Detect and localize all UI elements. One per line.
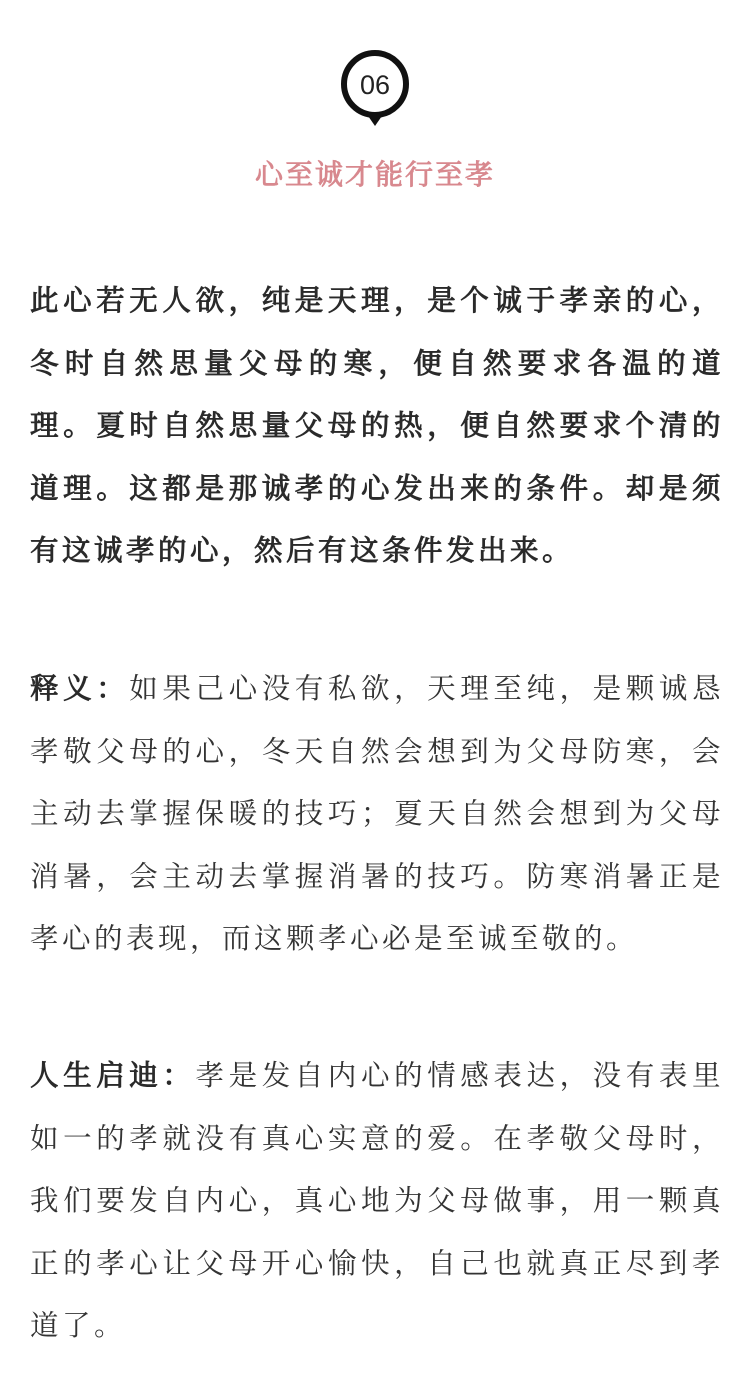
- life-insight-paragraph: [30, 1045, 724, 1358]
- section-title: 心至诚才能行至孝: [254, 158, 495, 191]
- life-insight-label: 人生启迪：: [30, 1059, 196, 1092]
- interpretation-paragraph: [30, 658, 724, 971]
- interpretation-text: 如果己心没有私欲，天理至纯，是颗诚恳孝敬父母的心，冬天自然会想到为父母防寒，会主动去掌握保暖的技巧；夏天自然会想到为父母消暑，会主动去掌握消暑的技巧。防寒消暑正是孝心的表现，而这颗孝心必是至诚至敬的。: [30, 672, 724, 955]
- interpretation-label: 释义：: [30, 672, 130, 705]
- original-text-paragraph: 此心若无人欲，纯是天理，是个诚于孝亲的心，冬时自然思量父母的寒，便自然要求各温的道理。夏时自然思量父母的热，便自然要求个清的道理。这都是那诚孝的心发出来的条件。却是须有这诚孝的心，然后有这条件发出来。: [30, 284, 724, 567]
- section-number: 06: [359, 70, 391, 100]
- life-insight-text: 孝是发自内心的情感表达，没有表里如一的孝就没有真心实意的爱。在孝敬父母时，我们要发自内心，真心地为父母做事，用一颗真正的孝心让父母开心愉快，自己也就真正尽到孝道了。: [30, 1059, 724, 1342]
- section-number-badge: [340, 50, 410, 128]
